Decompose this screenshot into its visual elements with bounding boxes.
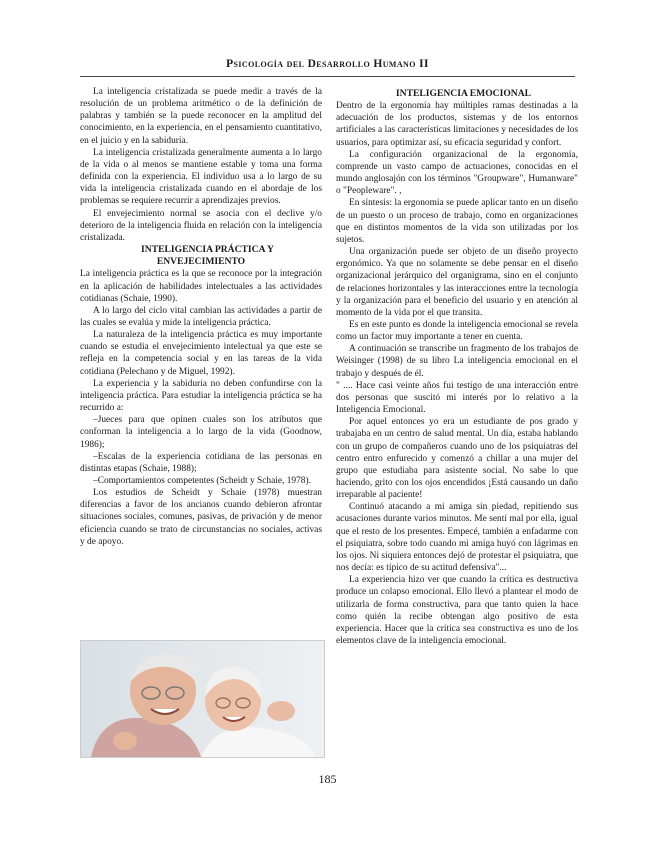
list-item: –Escalas de la experiencia cotidiana de las personas en distintas etapas (Schaie, 1988); <box>80 451 322 474</box>
paragraph: El envejecimiento normal se asocia con el declive y/o deterioro de la inteligencia fluida en relación con la inteligencia cristalizada. <box>80 208 322 243</box>
paragraph: La configuración organizacional de la ergonomía, comprende un vasto campo de actuaciones, conocidas en el mundo anglosajón con los términos "Groupware", Humanware" o "Peopleware". , <box>336 149 578 197</box>
paragraph: La inteligencia cristalizada generalmente aumenta a lo largo de la vida o al menos se mantiene estable y toma una forma definida con la experiencia. El individuo usa a lo largo de su vida la inteligencia cristalizada cuando en el abordaje de los problemas se requiere recurrir a aprendizajes previos. <box>80 147 322 207</box>
paragraph: A continuación se transcribe un fragmento de los trabajos de Weisinger (1998) de su libro La inteligencia emocional en el trabajo y después de él. <box>336 344 578 379</box>
page-number: 185 <box>318 772 337 786</box>
paragraph: La inteligencia práctica es la que se reconoce por la integración en la aplicación de habilidades intelectuales a las actividades cotidianas (Schaie, 1990). <box>80 269 322 304</box>
paragraph: En síntesis: la ergonomía se puede aplicar tanto en un diseño de un puesto o un proceso de trabajo, como en organizaciones que en distintos momentos de la vida son utilizadas por los sujetos. <box>336 198 578 245</box>
section-heading: INTELIGENCIA EMOCIONAL <box>395 88 532 99</box>
paragraph: La experiencia hizo ver que cuando la crítica es destructiva produce un colapso emocional. Ello llevó a plantear el modo de utilizarla de forma constructiva, para que tanto quien la hace como quién la recibe obtengan algo positivo de esta experiencia. Hacer que la crítica sea constructiva es uno de los elementos clave de la inteligencia emocional. <box>336 575 578 647</box>
right-column <box>336 86 578 647</box>
elderly-couple-photo <box>80 640 325 758</box>
list-item: –Jueces para que opinen cuales son los atributos que conforman la inteligencia a lo largo de la vida (Goodnow, 1986); <box>80 415 322 450</box>
paragraph: Dentro de la ergonomía hay múltiples ramas destinadas a la adecuación de los productos, sistemas y de los entornos artificiales a las características limitaciones y necesidades de los usuarios, para optimizar así, su eficacia seguridad y confort. <box>336 101 578 148</box>
paragraph: La experiencia y la sabiduría no deben confundirse con la inteligencia práctica. Para estudiar la inteligencia práctica se ha recurrido a: <box>80 378 322 414</box>
list-item: –Comportamientos competentes (Scheidt y Schaie, 1978). <box>93 476 311 486</box>
paragraph: Una organización puede ser objeto de un diseño proyecto ergonómico. Ya que no solamente se debe pensar en el diseño organizacional jerárquico del organigrama, sino en el conjunto de relaciones horizontales y las interacciones entre la tecnología y la organización para el beneficio del usuario y en atención al momento de la vida por el que transita. <box>336 247 578 318</box>
paragraph: A lo largo del ciclo vital cambian las actividades a partir de las cuales se evalúa y mide la inteligencia práctica. <box>80 305 322 328</box>
paragraph: La naturaleza de la inteligencia práctica es muy importante cuando se estudia el envejecimiento intelectual ya que este se refleja en la competencia social y en las tareas de la vida cotidiana (Pelechano y de Miguel, 1992). <box>80 330 322 377</box>
left-column <box>80 86 322 548</box>
paragraph: La inteligencia cristalizada se puede medir a través de la resolución de un problema aritmético o de la definición de palabras y también se la puede reconocer en la amplitud del conocimiento, en la experiencia, en el pensamiento cuantitativo, en el juicio y en la sabiduría. <box>80 87 322 146</box>
paragraph: Por aquel entonces yo era un estudiante de pos grado y trabajaba en un centro de salud mental. Un día, estaba hablando con un grupo de compañeros cuando uno de los psiquiatras del centro entro enfurecido y comenzó a chillar a una mujer del grupo que estudiaba para asistente social. No sabe lo que haciendo, grito con los ojos encendidos ¡Está causando un daño irreparable al paciente! <box>336 417 578 501</box>
running-header <box>0 58 655 70</box>
paragraph: " .... Hace casi veinte años fui testigo de una interacción entre dos personas que suscitó mi interés por lo relativo a la Inteligencia Emocional. <box>336 380 578 416</box>
header-rule <box>80 76 575 77</box>
running-title: Psicología del Desarrollo Humano II <box>226 58 429 70</box>
paragraph: Los estudios de Scheidt y Schaie (1978) muestran diferencias a favor de los ancianos cuando debieron afrontar situaciones sociales, comunes, pasivas, de privación y de menor eficiencia cuando se trato de circunstancias no sociales, activas y de apoyo. <box>80 488 322 547</box>
paragraph: Es en este punto es donde la inteligencia emocional se revela como un factor muy importante a tener en cuenta. <box>336 319 578 343</box>
section-heading: INTELIGENCIA PRÁCTICA Y ENVEJECIMIENTO <box>141 244 274 268</box>
paragraph: Continuó atacando a mi amiga sin piedad, repitiendo sus acusaciones durante varios minutos. Me sentí mal por ella, igual que el resto de los presentes. Empecé, también a enfadarme con el psiquiatra, sobre todo cuando mi amiga huyó con lágrimas en los ojos. Ni siquiera entonces dejó de protestar el psiquiatra, que nos decía: es típico de su actitud defensiva"... <box>336 502 578 574</box>
